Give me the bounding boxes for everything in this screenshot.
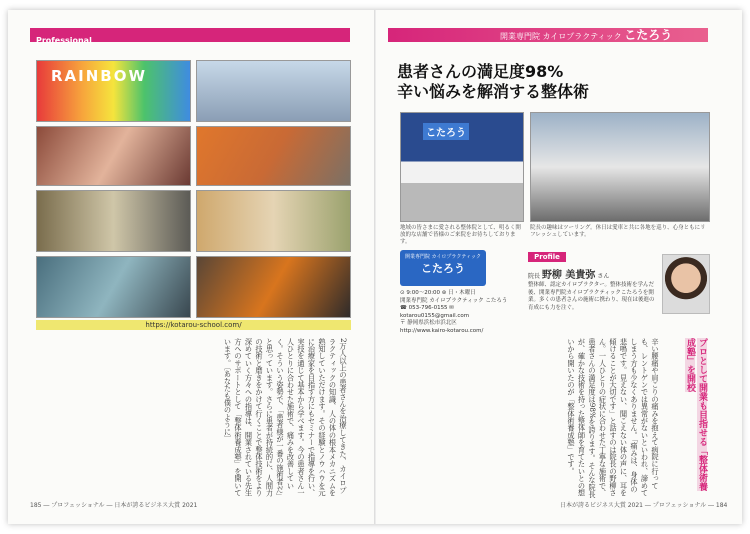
profile-name: 野柳 美貴弥 — [541, 270, 596, 281]
rainbow-text: RAINBOW — [51, 67, 148, 85]
clinic-logo — [400, 250, 486, 286]
page-number-right: 日本が誇るビジネス大賞 2021 ― プロフェッショナル ― 184 — [560, 502, 728, 509]
caption-motorcycle: 院長の趣味はツーリング。休日は愛車と共に各地を巡り、心身ともにリフレッシュしています。 — [530, 225, 706, 238]
photo-skeleton-model — [36, 190, 191, 252]
photo-practice — [36, 256, 191, 318]
website-url[interactable]: https://kotarou-school.com/ — [36, 320, 351, 330]
headline-line-2: 辛い悩みを解消する整体術 — [397, 82, 590, 101]
page-number-left: 185 ― プロフェッショナル ― 日本が誇るビジネス大賞 2021 — [30, 502, 198, 509]
section-label: Professional — [36, 36, 92, 45]
company-name: こたろう — [624, 28, 673, 42]
info-company: 開業専門院 カイロプラクティック こたろう — [400, 297, 508, 304]
info-address: 〒 静岡県浜松市浜北区 — [400, 320, 457, 326]
photo-rainbow-banner — [36, 60, 191, 122]
director-portrait — [662, 254, 710, 314]
info-tel: ☎ 053-796-0155 ✉ kotarou0155@gmail.com — [400, 305, 470, 319]
photo-certificate — [196, 60, 351, 122]
side-heading-text: プロとして開業も目指せる「整体術養成塾」を開校 — [685, 338, 707, 491]
left-body-text: 2万人以上の患者さんを治療してきた、カイロプラクティックの知識、人の体の根本メカニズムを熟知していただけます。その経験とノウハウを元に治療家を目指す方にもセミナーで指導を行い、実技を通じて基本から学べます。今の患者さん一人ひとりに合わせた施術で、痛みを改善していく。そういう姿勢で、「患者様が一番の施術者だ」と思っています。さらに患者が持続的に、人間力の技術と磨きをかけて行くことで整体技術をより深めていく方々への指導は、開業されている先生方へのサポートとして「整体術養成塾」を開いています。〔あなたも僕のように〕 — [223, 338, 348, 497]
caption-storefront: 地域の皆さまに愛される整体院として、明るく開放的な店舗で皆様のご来院をお待ちしております。 — [400, 225, 521, 245]
photo-seminar — [196, 126, 351, 186]
photo-diploma — [196, 190, 351, 252]
info-web[interactable]: http://www.kairo-kotarou.com/ — [400, 327, 484, 334]
profile-name-line — [528, 266, 609, 281]
logo-top-text: 開業専門院 カイロプラクティック — [404, 254, 482, 260]
company-category: 開業専門院 カイロプラクティック — [500, 32, 622, 41]
logo-name: こたろう — [421, 262, 465, 275]
article-headline — [397, 62, 717, 102]
right-body-text: 辛い腰痛や肩こりの痛みを抱えて病院に行っても、レントゲンでは異常がないといわれ、諦めてしまう方も少なくありません。「痛みは、身体の悲鳴です。見えない、聞こえない体の声に、耳を傾けることが大切です」と話すのは院長の野柳さん。一人ひとりの症状に合わせた丁寧な施術で、患者さんの満足度は98%を誇ります。そんな院長が、確かな技術を持った整体師を育てたいとの想いから開いたのが「整体術養成塾」です。 — [567, 338, 660, 498]
profile-role: 院長 — [528, 273, 541, 280]
photo-storefront — [400, 112, 524, 222]
photo-motorcycle — [530, 112, 710, 222]
page-fold — [374, 10, 376, 524]
store-sign: こたろう — [423, 123, 469, 140]
section-bar-left — [30, 28, 350, 45]
info-hours: ⊙ 9:00〜20:00 ⊛ 日・木曜日 — [400, 290, 476, 296]
profile-suffix: さん — [597, 273, 610, 280]
profile-tag: Profile — [528, 252, 566, 262]
company-header — [500, 28, 672, 44]
headline-line-1: 患者さんの満足度98% — [397, 62, 564, 81]
photo-grid — [36, 60, 351, 322]
clinic-info — [400, 290, 520, 335]
photo-group-training — [196, 256, 351, 318]
side-heading — [668, 338, 708, 496]
photo-treatment — [36, 126, 191, 186]
profile-text: 整体師、認定カイロプラクター。整体技術を学んだ後、開業専門院カイロプラクティックこたろうを開業。多くの患者さんの施術に携わり、現在は後進の育成にも力を注ぐ。 — [528, 282, 655, 311]
